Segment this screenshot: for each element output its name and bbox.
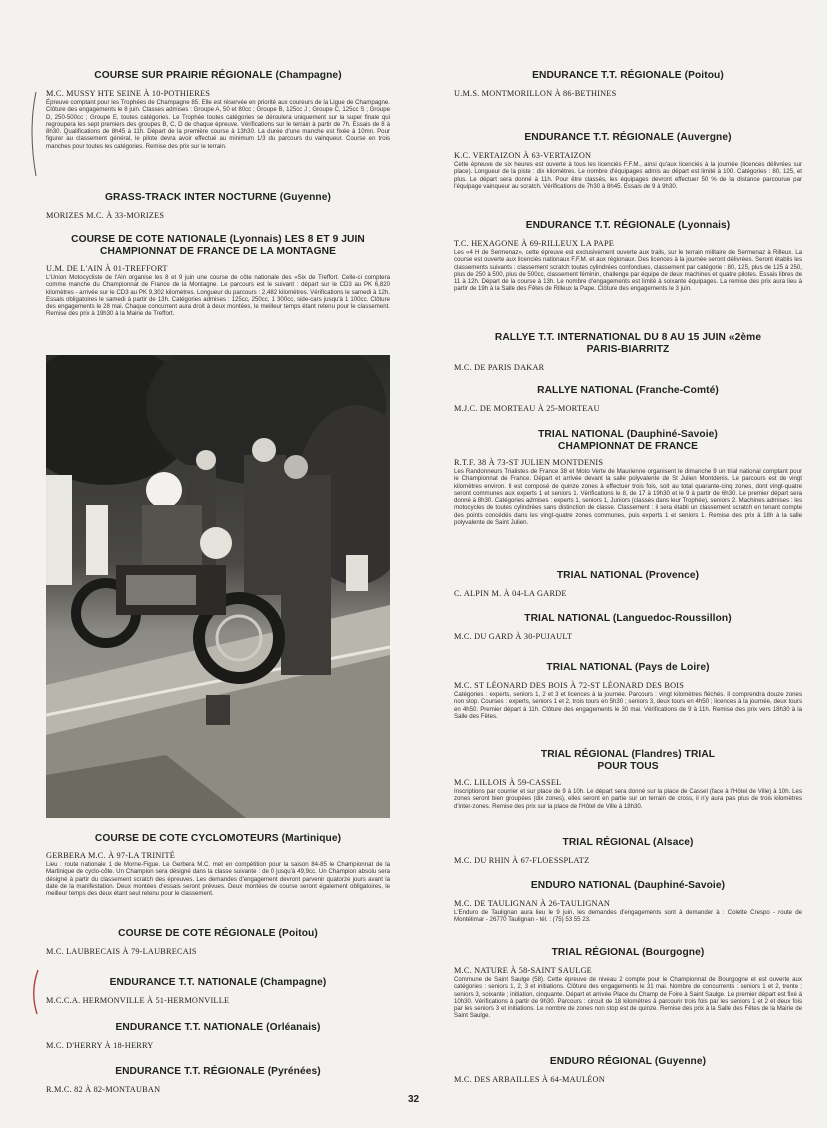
club-name: M.C. DU RHIN À 67-FLOESSPLATZ [454, 856, 590, 865]
section-title: TRIAL NATIONAL (Pays de Loire) [546, 662, 710, 673]
section-trial-flandres [454, 749, 802, 810]
section-trial-dauphine [454, 429, 802, 526]
section-title: TRIAL NATIONAL (Languedoc-Roussillon) [524, 613, 732, 624]
section-trial-languedoc [454, 613, 802, 642]
section-endurance-champagne [46, 977, 390, 1006]
section-cyclomoteurs [46, 833, 390, 897]
section-enduro-guyenne [454, 1056, 802, 1085]
club-name: R.M.C. 82 À 82-MONTAUBAN [46, 1085, 161, 1094]
section-title: TRIAL RÉGIONAL (Bourgogne) [551, 947, 705, 958]
section-title: ENDURANCE T.T. NATIONALE (Orléanais) [115, 1022, 321, 1033]
section-title: TRIAL RÉGIONAL (Flandres) TRIAL POUR TOUS [540, 749, 716, 772]
section-body: Catégories : experts, seniors 1, 2 et 3 et licences à la journée. Parcours : vingt kilomètres fléchés. Il comprendra douze zones non stop. Courses : experts, seniors 1 et 2, trois tours en 5h30 ; seniors 3, deux tours en 4h50 ; licences à la journée, deux tours en 4h50. Premier départ à 11h. Clôture des engagements le 30 mai. Vérifications de 9 à 11h. Remise des prix vers 18h30 à la Salle des Fêtes. [454, 691, 802, 720]
section-course-sur-prairie [46, 70, 390, 150]
section-body: L'Enduro de Taulignan aura lieu le 9 juin, les demandes d'engagements sont à demander à : Colette Crespo - route de Montélimar - 26770 Taulignan - tél. : (75) 53 55 23. [454, 909, 802, 924]
section-endurance-poitou [454, 70, 802, 99]
club-name: C. ALPIN M. À 04-LA GARDE [454, 589, 567, 598]
section-trial-pays-de-loire [454, 662, 802, 720]
club-name: M.C. DE PARIS DAKAR [454, 363, 545, 372]
club-name: U.M.S. MONTMORILLON À 86-BETHINES [454, 89, 617, 98]
section-title: ENDURO NATIONAL (Dauphiné-Savoie) [530, 880, 726, 891]
club-name: M.C. NATURE À 58-SAINT SAULGE [454, 966, 592, 975]
club-name: M.J.C. DE MORTEAU À 25-MORTEAU [454, 404, 600, 413]
section-body: Les Randonneurs Trialistes de France 38 et Moto Verte de Maurienne organisent le dimanche 9 un trial national comptant pour le Championnat de France. Départ et arrivée devant la salle polyvalente de St Julien Montdenis. Le parcours est de vingt kilomètres environ. Il est composé de quinze zones à effectuer trois fois, soit au total quarante-cinq zones, dont vingt-quatre seront communes aux experts 1 et seniors 1. Vérifications le 8, de 17 à 19h30 et le 9 à partir de 6h30. Le premier départ sera donné à 8h30. Catégories admises : experts 1, seniors 1, Juniors (classés dans leur Trophée), seniors 2. Machines admises : les motocycles de toutes cylindrées sans distinction de classe. Classement : il sera établi un classement scratch en tenant compte des points concédés dans les vingt-quatre zones communes, puis experts 1 et seniors 1. Remise des prix à 18h à la salle polyvalente de Saint Julien. [454, 468, 802, 527]
section-title: ENDURANCE T.T. RÉGIONALE (Pyrénées) [115, 1066, 321, 1077]
section-title: ENDURANCE T.T. RÉGIONALE (Auvergne) [524, 132, 732, 143]
club-name: M.C. MUSSY HTE SEINE À 10-POTHIERES [46, 89, 211, 98]
section-title: GRASS-TRACK INTER NOCTURNE (Guyenne) [104, 192, 332, 203]
section-title: TRIAL NATIONAL (Provence) [556, 570, 700, 581]
club-name: M.C.C.A. HERMONVILLE À 51-HERMONVILLE [46, 996, 230, 1005]
pencil-mark-icon [28, 968, 42, 1018]
section-endurance-pyrenees [46, 1066, 390, 1095]
section-body: Les «4 H de Sermenaz», cette épreuve est exclusivement ouverte aux trails, sur le terrain militaire de Sermenaz à Rilleux. La course est ouverte aux licenciés nationaux F.F.M. et aux régionaux. Des licences à la journée seront délivrées. Seront établis les classements suivants : classement scratch toutes cylindrées confondues, classement par catégorie : 80, 125, plus de 125 à 250, plus de 250 à 500, plus de 500cc, classement féminin, challenge par équipe de deux machines et quatre pilotes. Essais libres de 11 à 12h. Départ de la course à 13h. Le nombre d'engagements est limité à soixante équipages. La remise des prix aura lieu à partir de 19h à la Salle des Fêtes de Rilleux la Pape. Clôture des engagements le 3 juin. [454, 249, 802, 293]
club-name: M.C. DU GARD À 30-PUJAULT [454, 632, 573, 641]
section-title: COURSE DE COTE CYCLOMOTEURS (Martinique) [94, 833, 342, 844]
section-body: Épreuve comptant pour les Trophées de Champagne 85. Elle est réservée en priorité aux coureurs de la Ligue de Champagne. Clôture des engagements le 8 juin. Classes admises : Groupe A, 50 et 80cc ; Groupe B, 125cc J ; Groupe C, 125cc S ; Groupe D, 250-500cc ; Groupe E, toutes catégories. Le Trophée toutes catégories se déroulera uniquement sur la super finale qui regroupera les sept premiers des groupes B, C, D de chaque épreuve. Vérifications sur le terrain à partir de 7h. Essais de 8 à 8h30. Qualifications de 8h45 à 11h. Départ de la première course à 13h30. La durée d'une manche est fixée à 10mn. Pour figurer au classement général, le pilote devra avoir effectué au minimum 1/3 du parcours du vainqueur. Course en trois manches pour toutes les catégories. Remise des prix sur le terrain. [46, 99, 390, 150]
club-name: R.T.F. 38 À 73-ST JULIEN MONTDENIS [454, 458, 604, 467]
section-grass-track [46, 192, 390, 221]
section-body: Inscriptions par courrier et sur place de 9 à 10h. Le départ sera donné sur la place de Cassel (face à l'Hôtel de Ville) à 10h. Les zones seront bien groupées (dix zones), elles seront en partie sur un terrain de cross, il n'y aura pas plus de trois kilomètres d'inter-zones. Remise des prix sur la place de l'Hôtel de Ville à 18h30. [454, 788, 802, 810]
club-name: MORIZES M.C. À 33-MORIZES [46, 211, 165, 220]
section-body: Commune de Saint Saulge (58). Cette épreuve de niveau 2 compte pour le Championnat de Bourgogne et est ouverte aux catégories : seniors 1, 2, 3 et initiations. Clôture des engagements le 31 mai. Nombre de concurrents : seniors 1 et 2, trente ; seniors 3, soixante ; initiation, cinquante. Départ et arrivée Place du Champ de Foire à Saint Saulge. Le premier départ est fixé à 10h30. Vérifications à partir de 9h30. Parcours : circuit de 18 kilomètres à parcourir trois fois par les seniors 1 et 2 et deux fois par les seniors 3 et initiations. Le nombre de zones non stop est de quinze. Remise des prix à la Salle des Fêtes de la Mairie de Saint Saulge. [454, 976, 802, 1020]
section-endurance-orleanais [46, 1022, 390, 1051]
section-rallye-franche-comte [454, 385, 802, 414]
club-name: M.C. ST LÉONARD DES BOIS À 72-ST LÉONARD DES BOIS [454, 681, 685, 690]
section-endurance-lyonnais [454, 220, 802, 293]
section-endurance-auvergne [454, 132, 802, 190]
section-trial-provence [454, 570, 802, 599]
section-title: COURSE DE COTE RÉGIONALE (Poitou) [118, 928, 318, 939]
section-body: Lieu : route nationale 1 de Morne-Figue. Le Gerbera M.C. met en compétition pour la saison 84-85 le Championnat de la Martinique de cyclo-côte. Un Champion sera désigné dans la classe suivante : de 0 jusqu'à 49,9cc. Un Champion absolu sera désigné à partir du classement scratch des épreuves. Les demandes d'engagement devront parvenir quatorze jours avant la date de la manifestation. Deux montées d'essais seront prévues. Deux montées de course seront également obligatoires, le meilleur temps des deux étant seul retenu pour le classement. [46, 861, 390, 898]
club-name: M.C. DE TAULIGNAN À 26-TAULIGNAN [454, 899, 611, 908]
club-name: M.C. LAUBRECAIS À 79-LAUBRECAIS [46, 947, 197, 956]
club-name: GERBERA M.C. À 97-LA TRINITÉ [46, 851, 175, 860]
pencil-mark-icon [26, 90, 40, 180]
club-name: M.C. LILLOIS À 59-CASSEL [454, 778, 562, 787]
section-body: L'Union Motocycliste de l'Ain organise les 8 et 9 juin une course de côte nationale des «Six de Treffort. Celle-ci comptera comme manche du Championnat de France de la Montagne. Le parcours est le suivant : départ sur le CD3 au PK 6,820 kilomètres - arrivée sur le CD3 au PK 9,302 kilomètres. Longueur du parcours : 2,482 kilomètres. Vérifications le samedi à 12h. Essais obligatoires le samedi à partir de 13h. Catégories admises : 125cc, 250cc, 1 300cc, side-cars jusqu'à 1 100cc. Clôture des engagements le 28 mai. Chaque concurrent aura droit à deux montées, le meilleur temps étant retenu pour le classement. Remise des prix à 19h30 à la Mairie de Treffort. [46, 274, 390, 318]
section-trial-bourgogne [454, 947, 802, 1020]
club-name: M.C. D'HERRY À 18-HERRY [46, 1041, 154, 1050]
section-title: RALLYE T.T. INTERNATIONAL DU 8 AU 15 JUIN «2ème PARIS-BIARRITZ [494, 332, 762, 355]
club-name: T.C. HEXAGONE À 69-RILLEUX LA PAPE [454, 239, 615, 248]
section-title: RALLYE NATIONAL (Franche-Comté) [537, 385, 719, 396]
section-enduro-dauphine [454, 880, 802, 924]
motorcycle-photo-icon [46, 355, 390, 818]
club-name: U.M. DE L'AIN À 01-TREFFORT [46, 264, 168, 273]
section-title: COURSE DE COTE NATIONALE (Lyonnais) LES 8 ET 9 JUIN CHAMPIONNAT DE FRANCE DE LA MONTAGNE [71, 234, 365, 257]
motorcycle-photo [46, 355, 390, 818]
section-title: ENDURO RÉGIONAL (Guyenne) [549, 1056, 707, 1067]
section-title: ENDURANCE T.T. RÉGIONALE (Lyonnais) [525, 220, 731, 231]
section-title: TRIAL NATIONAL (Dauphiné-Savoie) CHAMPIONNAT DE FRANCE [538, 429, 718, 452]
section-title: ENDURANCE T.T. RÉGIONALE (Poitou) [532, 70, 724, 81]
section-rallye-international [454, 332, 802, 373]
section-trial-alsace [454, 837, 802, 866]
page-number: 32 [407, 1094, 420, 1105]
section-course-de-cote-lyonnais [46, 234, 390, 318]
section-title: TRIAL RÉGIONAL (Alsace) [562, 837, 694, 848]
section-title: COURSE SUR PRAIRIE RÉGIONALE (Champagne) [94, 70, 342, 81]
section-course-de-cote-poitou [46, 928, 390, 957]
section-title: ENDURANCE T.T. NATIONALE (Champagne) [109, 977, 327, 988]
section-body: Cette épreuve de six heures est ouverte à tous les licenciés F.F.M., ainsi qu'aux licenciés à la journée (licences délivrées sur place). Longueur de la piste : dix kilomètres. Le nombre d'équipages admis au départ est limité à 100. Catégories : 80, 125, et plus. Le départ sera donné à 11h. Pour être classés, les équipages devront effectuer 50 % de la distance parcourue par l'équipage vainqueur au scratch. Vérifications de 7h30 à 8h45. Essais de 9 à 9h30. [454, 161, 802, 190]
club-name: K.C. VERTAIZON À 63-VERTAIZON [454, 151, 592, 160]
club-name: M.C. DES ARBAILLES À 64-MAULÉON [454, 1075, 605, 1084]
